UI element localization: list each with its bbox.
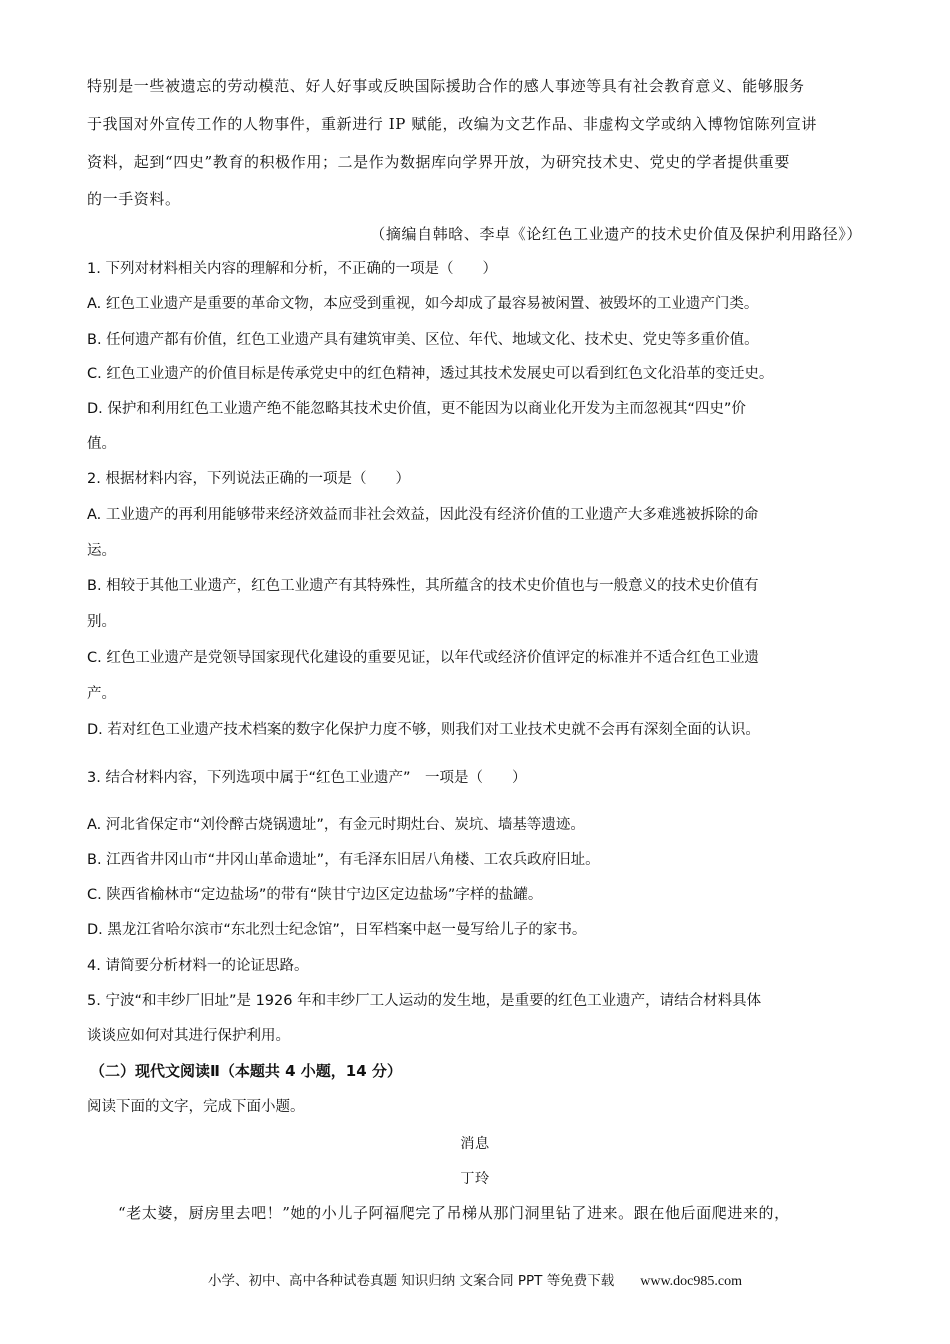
- section-heading: （二）现代文阅读Ⅱ（本题共 4 小题，14 分）: [90, 1062, 402, 1080]
- passage-line: 于我国对外宣传工作的人物事件，重新进行 IP 赋能，改编为文艺作品、非虚构文学或纳入博物馆陈列宣讲: [87, 115, 817, 133]
- question-2-option-b-cont: 别。: [87, 614, 116, 630]
- question-3-stem: 3. 结合材料内容，下列选项中属于“红色工业遗产” 一项是（ ）: [87, 770, 527, 786]
- question-5-stem: 5. 宁波“和丰纱厂旧址”是 1926 年和丰纱厂工人运动的发生地，是重要的红色工业遗产，请结合材料具体: [87, 993, 762, 1009]
- question-2-stem: 2. 根据材料内容，下列说法正确的一项是（ ）: [87, 471, 410, 487]
- question-3-option-b: B. 江西省井冈山市“井冈山革命遗址”，有毛泽东旧居八角楼、工农兵政府旧址。: [87, 852, 600, 868]
- question-1-option-b: B. 任何遗产都有价值，红色工业遗产具有建筑审美、区位、年代、地域文化、技术史、党史等多重价值。: [87, 332, 759, 348]
- question-2-option-b: B. 相较于其他工业遗产，红色工业遗产有其特殊性，其所蕴含的技术史价值也与一般意义的技术史价值有: [87, 578, 759, 594]
- footer-site-link[interactable]: www.doc985.com: [640, 1274, 742, 1289]
- question-2-option-d: D. 若对红色工业遗产技术档案的数字化保护力度不够，则我们对工业技术史就不会再有深刻全面的认识。: [87, 722, 760, 738]
- question-1-option-a: A. 红色工业遗产是重要的革命文物，本应受到重视，如今却成了最容易被闲置、被毁坏的工业遗产门类。: [87, 296, 759, 312]
- question-3-option-a: A. 河北省保定市“刘伶醉古烧锅遗址”，有金元时期灶台、炭坑、墙基等遗迹。: [87, 817, 585, 833]
- footer-text: 小学、初中、高中各种试卷真题 知识归纳 文案合同 PPT 等免费下载: [208, 1273, 615, 1289]
- passage-line: 的一手资料。: [87, 190, 181, 208]
- passage-line: 特别是一些被遗忘的劳动模范、好人好事或反映国际援助合作的感人事迹等具有社会教育意义、能够服务: [87, 77, 805, 95]
- story-author: 丁玲: [460, 1171, 490, 1187]
- question-1-option-d: D. 保护和利用红色工业遗产绝不能忽略其技术史价值，更不能因为以商业化开发为主而忽视其“四史”价: [87, 401, 746, 417]
- question-2-option-a-cont: 运。: [87, 543, 116, 559]
- passage-source: （摘编自韩晗、李卓《论红色工业遗产的技术史价值及保护利用路径》）: [370, 225, 862, 243]
- question-1-option-d-cont: 值。: [87, 436, 116, 452]
- question-1-option-c: C. 红色工业遗产的价值目标是传承党史中的红色精神，透过其技术发展史可以看到红色文化沿革的变迁史。: [87, 366, 774, 382]
- passage-line: 资料，起到“四史”教育的积极作用；二是作为数据库向学界开放，为研究技术史、党史的学者提供重要: [87, 153, 790, 171]
- page-footer: [0, 1269, 950, 1290]
- question-3-option-c: C. 陕西省榆林市“定边盐场”的带有“陕甘宁边区定边盐场”字样的盐罐。: [87, 887, 543, 903]
- question-1-stem: 1. 下列对材料相关内容的理解和分析，不正确的一项是（ ）: [87, 261, 497, 277]
- section-instruction: 阅读下面的文字，完成下面小题。: [87, 1099, 305, 1115]
- question-2-option-c: C. 红色工业遗产是党领导国家现代化建设的重要见证，以年代或经济价值评定的标准并不适合红色工业遗: [87, 650, 759, 666]
- question-2-option-c-cont: 产。: [87, 686, 116, 702]
- story-title: 消息: [460, 1136, 490, 1152]
- question-3-option-d: D. 黑龙江省哈尔滨市“东北烈士纪念馆”，日军档案中赵一曼写给儿子的家书。: [87, 922, 587, 938]
- question-4-stem: 4. 请简要分析材料一的论证思路。: [87, 958, 309, 974]
- question-2-option-a: A. 工业遗产的再利用能够带来经济效益而非社会效益，因此没有经济价值的工业遗产大多难逃被拆除的命: [87, 507, 759, 523]
- question-5-stem-cont: 谈谈应如何对其进行保护利用。: [87, 1028, 290, 1044]
- story-first-line: “老太婆，厨房里去吧！”她的小儿子阿福爬完了吊梯从那门洞里钻了进来。跟在他后面爬进来的，: [118, 1204, 790, 1222]
